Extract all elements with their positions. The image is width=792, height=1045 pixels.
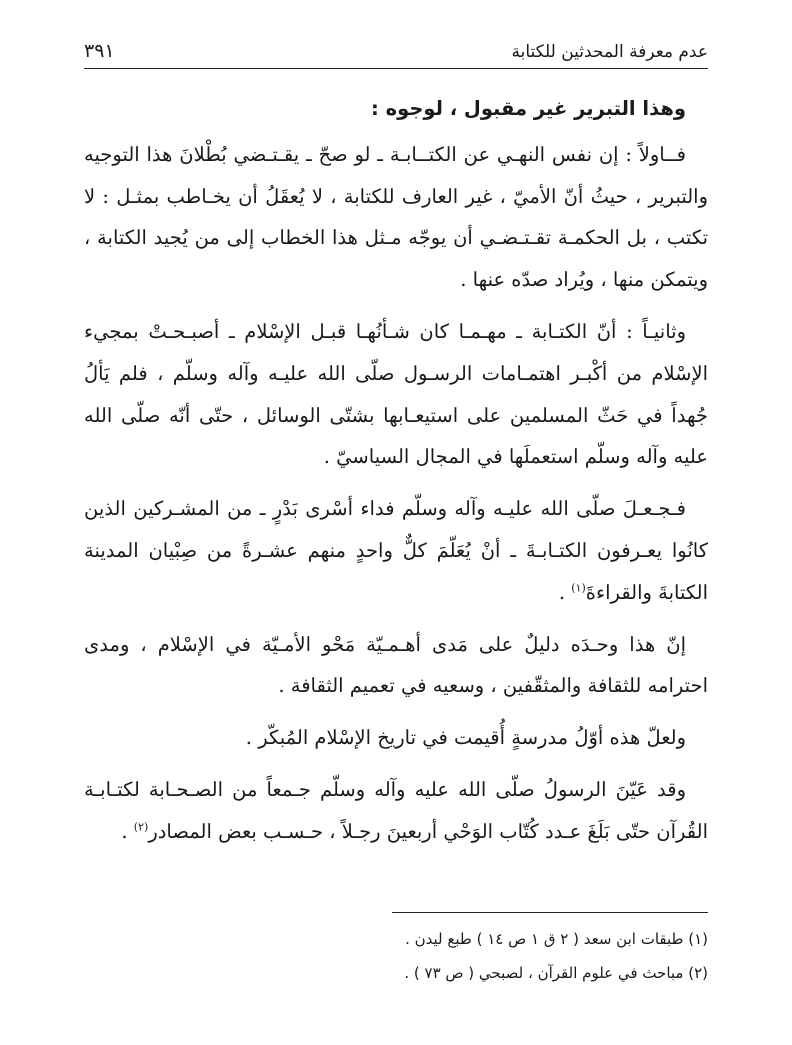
paragraph-second-reason: وثانيـاً : أنّ الكتـابة ـ مهـمـا كان شـأنُهـا قبـل الإسْلام ـ أصبـحـتْ بمجيء الإسْلام من أكْبـر اهتمـامات الرسـول صلّى الله عليـه وآله وسلّم ، فلم يَألُ جُهداً في حَثّ المسلمين على استيعـابها بشتّى الوسائل ، حتّى أنّه صلّى الله عليه وآله وسلّم استعملَها في المجال السياسيّ .	[84, 319, 708, 469]
header-divider	[84, 68, 708, 69]
footnote-1: (١) طبقات ابن سعد ( ٢ ق ١ ص ١٤ ) طبع ليدن .	[405, 930, 708, 948]
sentence-period: .	[121, 819, 134, 843]
section-heading: وهذا التبرير غير مقبول ، لوجوه :	[371, 97, 686, 120]
paragraph-revelation-scribes	[84, 769, 708, 853]
footnote-ref-1[interactable]: (١)	[571, 581, 586, 595]
paragraph-revelation-scribes-text: وقد عَيّنَ الرسولُ صلّى الله عليه وآله وسلّم جـمعاً من الصـحـابة لكتـابـة القُرآن حتّى بَلَغَ عـدد كُتّاب الوَحْي أربعينَ رجـلاً ، حـسـب بعض المصادر	[84, 777, 708, 843]
main-text	[84, 88, 708, 863]
footnote-divider	[392, 912, 708, 913]
book-page	[84, 0, 708, 1045]
paragraph-literacy-importance: إنّ هذا وحـدَه دليلٌ على مَدى أهـمـيّة مَحْو الأمـيّة في الإسْلام ، ومدى احترامه للثقافة والمثقّفين ، وسعيه في تعميم الثقافة .	[84, 632, 708, 698]
footnote-ref-2[interactable]: (٢)	[133, 820, 149, 834]
paragraph-first-reason: فــاولاً : إن نفس النهـي عن الكتــابـة ـ لو صحّ ـ يقـتـضي بُطْلانَ هذا التوجيه والتبرير ، حيثُ أنّ الأميّ ، غير العارف للكتابة ، لا يُعقَلُ أن يخـاطب بمثـل : لا تكتب ، بل الحكمـة تقـتـضـي أن يوجّه مـثل هذا الخطاب إلى من يُجيد الكتابة ، ويتمكن منها ، ويُراد صدّه عنها .	[84, 142, 708, 292]
page-number: ٣٩١	[84, 40, 115, 62]
paragraph-first-school: ولعلّ هذه أوّلُ مدرسةٍ أُقيمت في تاريخ الإسْلام المُبكّر .	[245, 726, 686, 750]
paragraph-badr-ransom	[84, 488, 708, 613]
running-title: عدم معرفة المحدثين للكتابة	[511, 42, 708, 62]
footnotes	[84, 922, 708, 990]
paragraph-badr-ransom-text: فـجـعـلَ صلّى الله عليـه وآله وسلّم فداء أسْرى بَدْرٍ ـ من المشـركين الذين كانُوا يعـرفون الكتـابـةَ ـ أنْ يُعَلّمَ كلٌّ واحدٍ منهم عشـرةً من صِبْيان المدينة الكتابةَ والقراءةَ	[84, 497, 708, 604]
sentence-period: .	[558, 580, 572, 604]
page-header	[84, 26, 708, 62]
footnote-2: (٢) مباحث في علوم القرآن ، لصبحي ( ص ٧٣ ) .	[404, 964, 708, 982]
